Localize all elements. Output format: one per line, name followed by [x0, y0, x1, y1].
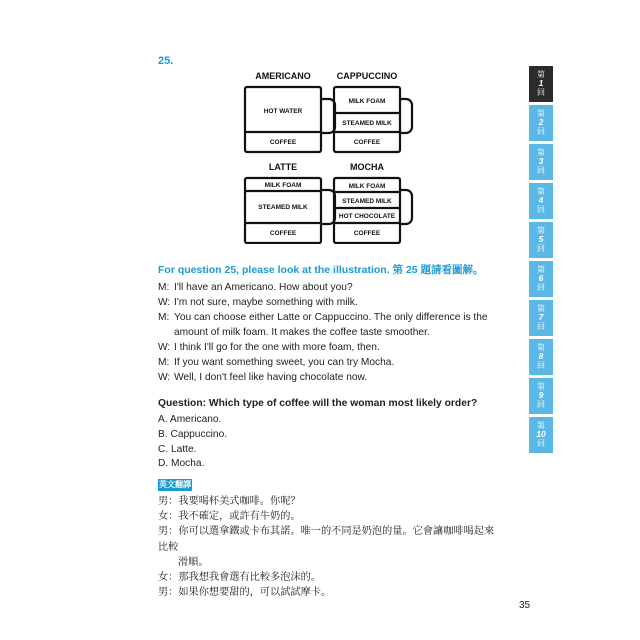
cappuccino-layer-coffee: COFFEE	[353, 139, 381, 146]
tab-label-top: 第	[537, 148, 545, 158]
tab-label-top: 第	[537, 343, 545, 353]
dialog-text: If you want something sweet, you can try Mocha.	[174, 357, 395, 368]
tab-label-bottom: 回	[537, 439, 545, 449]
speaker-label: M:	[158, 282, 170, 293]
speaker-label: W:	[158, 342, 171, 353]
tab-label-bottom: 回	[537, 205, 545, 215]
tab-round-8[interactable]	[529, 339, 553, 375]
dialog-text	[174, 310, 503, 340]
tab-label-bottom: 回	[537, 361, 545, 371]
tab-round-9[interactable]	[529, 378, 553, 414]
dialog-line	[158, 295, 503, 310]
dialog-line	[158, 355, 503, 370]
tab-label-number: 2	[538, 117, 544, 128]
tab-round-3[interactable]	[529, 144, 553, 180]
tab-label-bottom: 回	[537, 322, 545, 332]
latte-layer-milk-foam: MILK FOAM	[264, 182, 302, 189]
tab-label-top: 第	[537, 70, 545, 80]
tab-label-number: 10	[536, 429, 546, 440]
tab-label-top: 第	[537, 187, 545, 197]
speaker-label: W:	[158, 372, 171, 383]
option-a: A. Americano.	[158, 414, 222, 425]
tab-label-bottom: 回	[537, 88, 545, 98]
latte-layer-steamed-milk: STEAMED MILK	[258, 204, 308, 211]
tab-round-10[interactable]	[529, 417, 553, 453]
tab-label-bottom: 回	[537, 283, 545, 293]
tab-label-bottom: 回	[537, 127, 545, 137]
dialog-line	[158, 310, 503, 340]
tab-round-2[interactable]	[529, 105, 553, 141]
tab-label-bottom: 回	[537, 244, 545, 254]
translation-line	[158, 524, 503, 570]
tab-label-bottom: 回	[537, 166, 545, 176]
question-intro: For question 25, please look at the illustration. 第 25 題請看圖解。	[158, 264, 484, 276]
tab-label-number: 6	[538, 273, 544, 284]
americano-layer-hot-water: HOT WATER	[263, 108, 303, 115]
speaker-label: M:	[158, 357, 170, 368]
dialog-text-line: You can choose either Latte or Cappuccino. The only difference is the	[174, 312, 488, 323]
dialog-line	[158, 370, 503, 385]
translation-line: 女：那我想我會選有比較多泡沫的。	[158, 572, 321, 584]
translation-badge: 英文翻譯	[159, 480, 191, 489]
mocha-layer-steamed-milk: STEAMED MILK	[342, 198, 392, 205]
tab-label-number: 1	[538, 78, 544, 89]
tab-label-top: 第	[537, 304, 545, 314]
dialog-text: I think I'll go for the one with more foam, then.	[174, 342, 380, 353]
answer-options	[158, 413, 227, 472]
dialog-text-line: amount of milk foam. It makes the coffee taste smoother.	[174, 327, 430, 338]
dialog-text: I'm not sure, maybe something with milk.	[174, 297, 358, 308]
mocha-layer-milk-foam: MILK FOAM	[348, 183, 386, 190]
latte-layer-coffee: COFFEE	[269, 230, 297, 237]
translation-text-line: 滑順。	[178, 556, 209, 568]
latte-title: LATTE	[268, 162, 298, 172]
tab-round-1[interactable]	[529, 66, 553, 102]
cappuccino-layer-milk-foam: MILK FOAM	[348, 98, 386, 105]
cappuccino-layer-steamed-milk: STEAMED MILK	[342, 120, 392, 127]
cappuccino-title: CAPPUCCINO	[336, 71, 398, 81]
translation-line: 男：如果你想要甜的，可以試試摩卡。	[158, 587, 332, 599]
tab-round-6[interactable]	[529, 261, 553, 297]
tab-label-number: 3	[538, 156, 544, 167]
tab-label-number: 5	[538, 234, 544, 245]
option-c: C. Latte.	[158, 443, 197, 455]
mocha-layer-coffee: COFFEE	[353, 230, 381, 237]
option-b: B. Cappuccino.	[158, 428, 228, 440]
dialog-line	[158, 280, 503, 295]
page-number: 35	[519, 600, 531, 611]
tab-label-top: 第	[537, 265, 545, 275]
section-tabs	[529, 66, 553, 456]
tab-label-number: 4	[538, 195, 544, 206]
tab-label-top: 第	[537, 421, 545, 431]
tab-label-top: 第	[537, 382, 545, 392]
tab-round-4[interactable]	[529, 183, 553, 219]
coffee-illustration	[236, 68, 416, 244]
mocha-title: MOCHA	[350, 162, 384, 172]
dialog-text: I'll have an Americano. How about you?	[174, 282, 353, 293]
question-text: Question: Which type of coffee will the woman most likely order?	[158, 398, 478, 409]
option-d: D. Mocha.	[158, 458, 205, 470]
speaker-label: W:	[158, 297, 171, 308]
tab-label-top: 第	[537, 226, 545, 236]
americano-title: AMERICANO	[255, 71, 311, 81]
tab-round-7[interactable]	[529, 300, 553, 336]
translation-line: 女：我不確定，或許有牛奶的。	[158, 511, 301, 523]
tab-label-number: 9	[538, 390, 544, 401]
mocha-layer-hot-chocolate: HOT CHOCOLATE	[338, 213, 396, 220]
tab-label-bottom: 回	[537, 400, 545, 410]
dialog-transcript	[158, 280, 503, 385]
tab-round-5[interactable]	[529, 222, 553, 258]
translation-line: 男：我要喝杯美式咖啡。你呢？	[158, 496, 301, 507]
tab-label-number: 7	[538, 312, 544, 323]
speaker-label: M:	[158, 312, 170, 323]
americano-layer-coffee: COFFEE	[269, 139, 297, 146]
chinese-translation	[158, 494, 503, 600]
dialog-line	[158, 340, 503, 355]
tab-label-number: 8	[538, 351, 544, 362]
tab-label-top: 第	[537, 109, 545, 119]
translation-text-line: 男：你可以選拿鐵或卡布其諾。唯一的不同是奶泡的量。它會讓咖啡喝起來比較	[158, 526, 495, 553]
question-number: 25.	[158, 55, 174, 67]
dialog-text: Well, I don't feel like having chocolate now.	[174, 372, 368, 383]
